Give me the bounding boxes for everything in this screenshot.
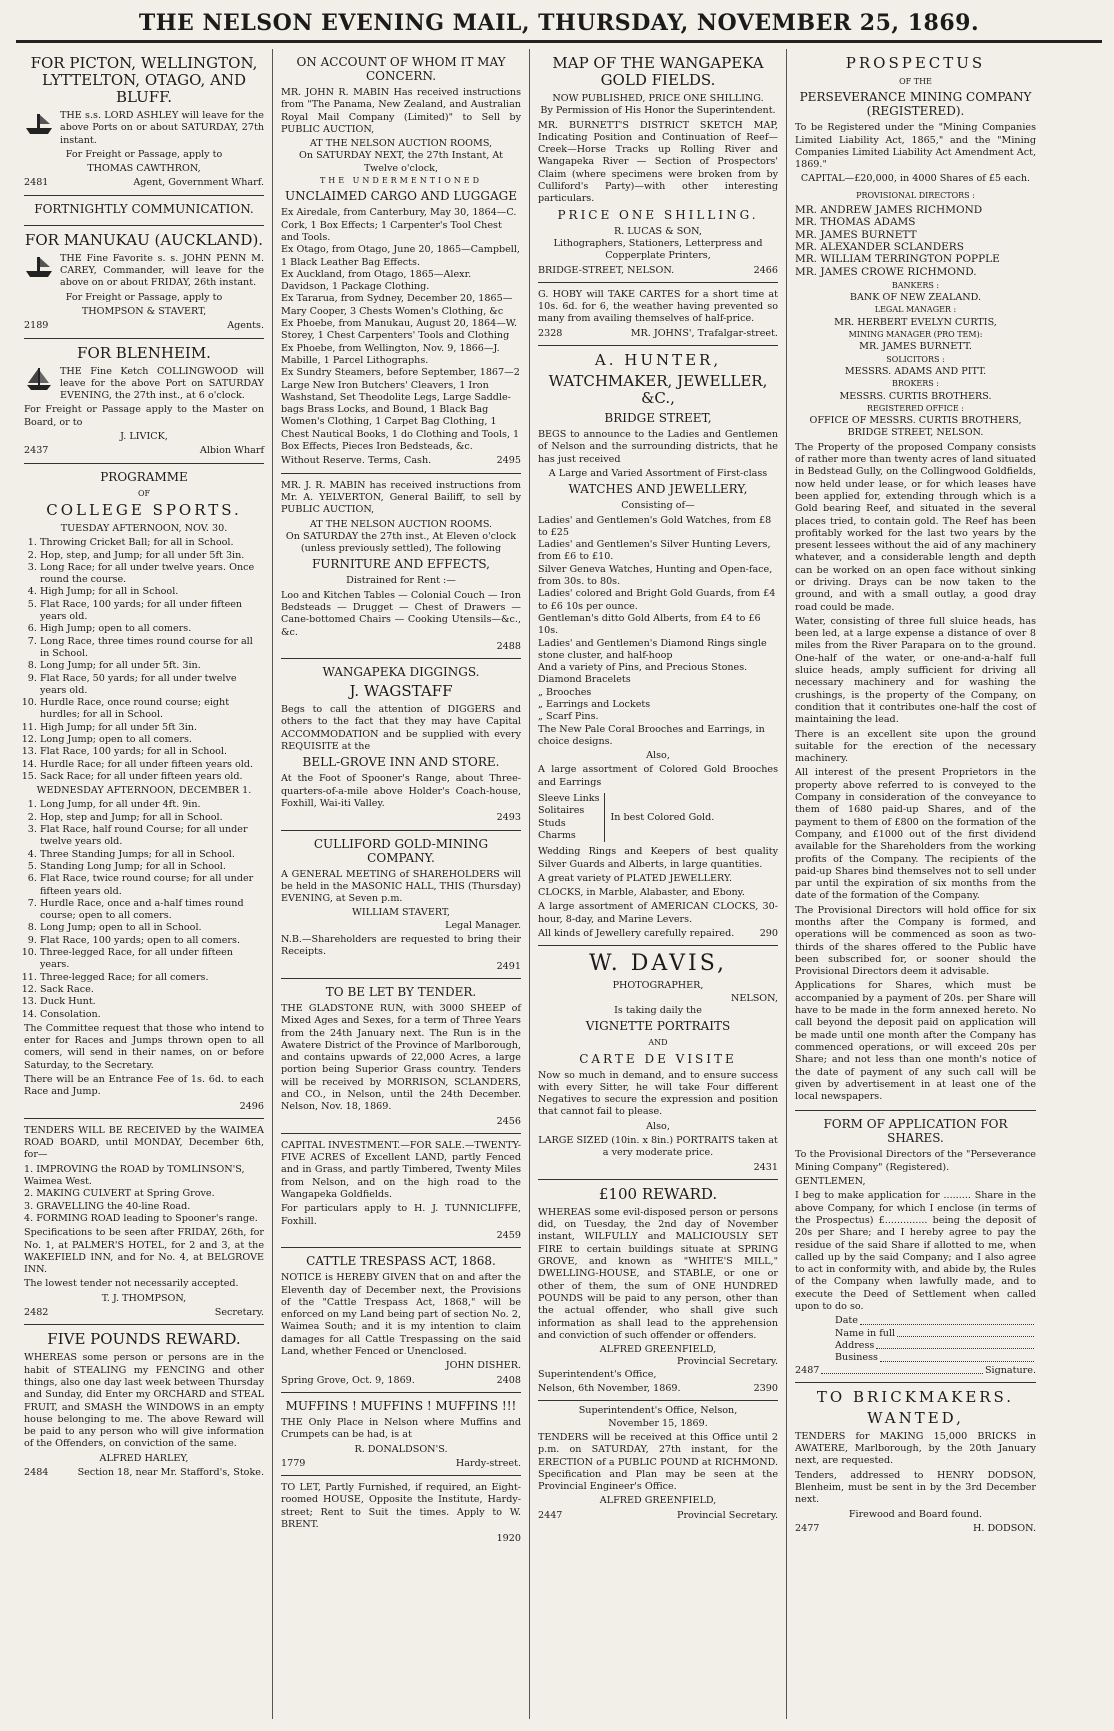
ad-title: J. WAGSTAFF [349,682,453,701]
event-item: 1. Throwing Cricket Ball; for all in School. [40,537,264,549]
ad-prospectus [795,49,1036,1111]
ad-text: Also, [646,750,670,762]
masthead: THE NELSON EVENING MAIL, THURSDAY, NOVEMBER 25, 1869. [16,10,1102,43]
ad-text: CAPITAL—£20,000, in 4000 Shares of £5 each. [800,173,1031,185]
form-field-label: Address [835,1339,875,1351]
ad-text: BRIDGE-STREET, NELSON. [538,264,675,276]
form-field-blank[interactable] [876,1340,1034,1349]
ad-text: Distrained for Rent :— [346,575,456,587]
ad-body: CLOCKS, in Marble, Alabaster, and Ebony. [538,887,745,899]
ad-agent-title: Agent, Government Wharf. [133,177,264,189]
ad-title: BELL-GROVE INN AND STORE. [302,755,500,770]
ad-number: 2189 [24,320,49,332]
ad-fortnightly [24,196,264,226]
form-field-label: Name in full [835,1327,896,1339]
ad-body: THE Fine Ketch COLLINGWOOD will leave for the above Port on SATURDAY EVENING, the 27th inst., at 6 o'clock. [60,365,264,402]
ad-body: MR. BURNETT'S DISTRICT SKETCH MAP, Indicating Position and Continuation of Reef—Creek—Horse Tracks up Rolling River and Wangapeka River — Section of Prospectors' Claim (where specimens were broken from by Culliford's Party)—with other interesting particulars. [538,119,778,205]
ad-hunter-jeweller [538,346,778,946]
ad-picton [24,49,264,196]
steamship-icon [24,110,54,136]
prospectus-paragraph: All interest of the present Proprietors in the property above referred to is conveyed to the Company in consideration of the conveyance to them of 1680 paid-up Shares, and of the payment to them of £800 on the formation of the Company, and £1000 out of the first dividend available for the Shareholders from the working profits of the Company. The recipients of the paid-up Shares bind themselves not to sell under par until the expiration of six months from the date of the formation of the Company. [795,767,1036,902]
cargo-item: Ex Sundry Steamers, before September, 1867—2 Large New Iron Butchers' Cleavers, 1 Iron Washstand, Set Theodolite Legs, Large Saddle-bags Brass Locks, and Bound, 1 Black Bag Women's Clothing, 1 Carpet Bag Clothing, 1 Chest Nautical Books, 1 do Clothing and Tools, 1 Box Effects, Pieces Iron Bedsteads, &c. [281,367,520,453]
ad-text: For Freight or Passage, apply to [65,148,223,160]
ad-text: For Freight or Passage, apply to [65,291,223,303]
ad-text: Nelson, 6th November, 1869. [538,1383,681,1395]
ad-heading: TO BE LET BY TENDER. [325,984,477,999]
ad-body: Begs to call the attention of DIGGERS and others to the fact that they may have Capital ACCOMMODATION and be supplied with every REQUISITE at the [281,704,521,753]
ad-body: Wedding Rings and Keepers of best quality Silver Guards and Alberts, in large quantities. [538,846,778,870]
ad-number: 2328 [538,327,563,339]
ad-body: The Committee request that those who intend to enter for Races and Jumps thrown open to all comers, will send in their names, on or before Saturday, to the Secretary. [24,1022,264,1071]
ad-body: TO LET, Partly Furnished, if required, an Eight-roomed HOUSE, Opposite the Institute, Hardy-street; Rent to Suit the times. Apply to W. BRENT. [281,1482,521,1531]
ad-body: To the Provisional Directors of the "Perseverance Mining Company" (Registered). [795,1149,1036,1173]
director-name: MR. WILLIAM TERRINGTON POPPLE [795,253,1000,266]
ad-text: For Freight or Passage apply to the Master on Board, or to [24,404,264,428]
ad-signer-title: Provincial Secretary. [676,1356,778,1368]
cargo-list [281,207,521,453]
cargo-item: Ex Tararua, from Sydney, December 20, 1865—Mary Cooper, 3 Chests Women's Clothing, &c [281,293,513,317]
ad-text: A Large and Varied Assortment of First-class [548,467,768,479]
ad-body: MR. J. R. MABIN has received instructions from Mr. A. YELVERTON, General Bailiff, to sell by PUBLIC AUCTION, [281,479,521,516]
ad-number: 2431 [753,1161,778,1173]
ad-public-pound [538,1401,778,1527]
ad-body: Now so much in demand, and to ensure success with every Sitter, he will take Four different Negatives to secure the expression and position that cannot fail to please. [538,1069,778,1118]
event-item: 11. High Jump; for all under 5ft 3in. [40,722,264,734]
ad-signer-title: Provincial Secretary. [676,1509,778,1521]
prospectus-paragraph: Applications for Shares, which must be accompanied by a payment of 20s. per Share will have to be made in the form annexed hereto. No call beyond the deposit paid on application will be made until one month after the Company has commenced operations, or will exceed 20s per Share; and not less than one month's notice of the date of payment of any such call will be given by advertisement in at least one of the local newspapers. [795,980,1036,1103]
ad-text: Without Reserve. Terms, Cash. [281,455,432,467]
event-item: 8. Long Jump; open to all in School. [40,922,264,934]
ad-text: BRIDGE STREET, NELSON. [847,427,984,439]
ad-number: 2456 [496,1115,521,1127]
event-item: 2. Hop, step and Jump; for all in School. [40,812,264,824]
ad-text: OFFICE OF MESSRS. CURTIS BROTHERS, [809,415,1022,427]
ad-heading: FORM OF APPLICATION FOR SHARES. [823,1117,1008,1146]
ad-heading: TO BRICKMAKERS. [816,1387,1015,1406]
ad-tenders-waimea [24,1119,264,1325]
event-item: 11. Three-legged Race; for all comers. [40,972,264,984]
ad-text: OF [137,488,151,498]
ad-heading: ON ACCOUNT OF WHOM IT MAY CONCERN. [296,55,506,83]
event-item: 14. Consolation. [40,1009,264,1021]
director-name: MR. ANDREW JAMES RICHMOND [795,204,983,217]
director-name: MR. THOMAS ADAMS [795,216,916,229]
ad-title: PRICE ONE SHILLING. [557,207,759,222]
ad-body: Loo and Kitchen Tables — Colonial Couch — Iron Bedsteads — Drugget — Chest of Drawers — Cane-bottomed Chairs — Cooking Utensils—&c., &c. [281,589,521,638]
form-field-blank[interactable] [860,1315,1034,1324]
event-item: 3. Flat Race, half round Course; for all under twelve years old. [40,824,264,849]
ad-five-pounds-reward [24,1325,264,1484]
ad-text: MESSRS. CURTIS BROTHERS. [839,390,992,402]
ad-text: Is taking daily the [614,1004,702,1016]
ad-agent: THOMPSON & STAVERT, [81,305,207,317]
ad-text: Hardy-street. [455,1457,521,1469]
form-field-blank[interactable] [897,1328,1034,1337]
ad-subhead: BANKERS : [891,280,940,290]
ad-heading: FOR BLENHEIM. [77,343,211,362]
event-item: 3. Long Race; for all under twelve years. Once round the course. [40,562,264,587]
ad-number: 2459 [496,1229,521,1241]
form-field-blank[interactable] [880,1352,1034,1361]
ad-text: AT THE NELSON AUCTION ROOMS, [309,138,493,150]
jewellery-item: „ Brooches [538,686,592,698]
tender-item: 3. GRAVELLING the 40-line Road. [24,1200,191,1212]
ad-heading: FORTNIGHTLY COMMUNICATION. [34,201,254,216]
ad-body: LARGE SIZED (10in. x 8in.) PORTRAITS taken at a very moderate price. [538,1135,778,1159]
ad-text: NOW PUBLISHED, PRICE ONE SHILLING. [552,93,764,104]
ad-furniture-auction [281,474,521,660]
ad-capital-investment [281,1134,521,1248]
ad-heading: £100 REWARD. [598,1184,718,1203]
ad-text: NELSON, [730,992,778,1004]
ad-text: Superintendent's Office, [538,1368,657,1380]
form-field-row [795,1328,1036,1340]
ad-signer: H. DODSON. [973,1522,1036,1534]
ad-body: At the Foot of Spooner's Range, about Three-quarters-of-a-mile above Holder's Coach-house, Foxhill, Wai-iti Valley. [281,773,521,809]
ad-number: 2488 [496,640,521,652]
ad-signer: ALFRED HARLEY, [99,1452,189,1464]
gold-group-item: Sleeve Links [538,793,600,805]
ad-number: 2390 [753,1383,778,1395]
ad-heading: WANGAPEKA DIGGINGS. [322,665,480,680]
ad-signer: ALFRED GREENFIELD, [599,1344,717,1356]
ad-heading: WATCHMAKER, JEWELLER, &C., [548,372,768,408]
ad-map-wangapeka [538,49,778,283]
ad-number: 1779 [281,1457,306,1469]
gold-group-item: Studs [538,817,566,829]
ad-body: TENDERS will be received at this Office until 2 p.m. on SATURDAY, 27th instant, for the ERECTION of a PUBLIC POUND at RICHMOND. Specification and Plan may be seen at the Provincial Engineer's Office. [538,1431,778,1493]
ad-number: 2477 [795,1522,820,1534]
jewellery-item: Gentleman's ditto Gold Alberts, from £4 to £6 10s. [538,612,761,637]
form-field-label: Business [835,1352,878,1364]
ad-body: A great variety of PLATED JEWELLERY. [538,872,733,884]
column-2 [273,49,530,1719]
ad-title: W. DAVIS, [588,951,728,977]
ad-number: 2447 [538,1509,563,1521]
ad-heading: CATTLE TRESPASS ACT, 1868. [306,1254,496,1269]
jewellery-item: The New Pale Coral Brooches and Earrings, in choice designs. [538,723,765,747]
ad-body: I beg to make application for ......... Share in the above Company, for which I enclose (in terms of the Prospectus) £.............. being the deposit of 20s per Share; and I hereby agree to pay the residue of the said Share if allotted to me, when called up by the said Company; and I also agree to act in conformity with, and abide by, the Rules of the Company when lawfully made, and to execute the Deed of Settlement when called upon to do so. [795,1190,1036,1313]
ad-heading: FOR PICTON, WELLINGTON, LYTTELTON, OTAGO, AND BLUFF. [30,54,258,106]
ad-agent: J. LIVICK, [120,431,168,443]
ad-signer-title: Section 18, near Mr. Stafford's, Stoke. [77,1467,264,1479]
ad-signer-title: Legal Manager. [445,919,521,931]
ad-subhead: PROVISIONAL DIRECTORS : [856,190,975,200]
ad-body: The lowest tender not necessarily accepted. [24,1278,239,1290]
ad-agent-title: Agents. [227,320,264,332]
ad-text: Also, [646,1120,670,1132]
cargo-item: Ex Phoebe, from Manukau, August 20, 1864—W. Storey, 1 Chest Carpenters' Tools and Clothing [281,318,518,342]
ad-heading: CULLIFORD GOLD-MINING COMPANY. [313,836,489,865]
ad-body: TENDERS WILL BE RECEIVED by the WAIMEA ROAD BOARD, until MONDAY, December 6th, for— [24,1124,264,1161]
ad-signer: WILLIAM STAVERT, [352,907,450,919]
event-item: 12. Sack Race. [40,984,264,996]
form-field-row [795,1352,1036,1364]
ad-body: Specifications to be seen after FRIDAY, 26th, for No. 1, at PALMER'S HOTEL, for 2 and 3, at the WAKEFIELD INN, and for No. 4, at BELGROVE INN. [24,1227,264,1276]
ad-body: G. HOBY will TAKE CARTES for a short time at 10s. 6d. for 6, the weather having prevented so many from availing themselves of half-price. [538,288,778,325]
ad-number: 2487 [795,1364,820,1376]
ad-text: THE UNDERMENTIONED [319,176,483,186]
ad-number: 2484 [24,1467,49,1479]
ad-hundred-pounds-reward [538,1180,778,1401]
ad-application-form [795,1111,1036,1382]
ad-text: Superintendent's Office, Nelson, [578,1405,738,1417]
tender-item: 4. FORMING ROAD leading to Spooner's range. [24,1212,258,1224]
ad-body: A large assortment of AMERICAN CLOCKS, 30-hour, 8-day, and Marine Levers. [538,901,778,925]
ad-heading: BRIDGE STREET, [604,411,712,426]
director-name: MR. JAMES CROWE RICHMOND. [795,265,977,278]
jewellery-item: Diamond Bracelets [538,674,631,686]
ad-number: 2481 [24,177,49,189]
ad-subhead: SOLICITORS : [886,354,945,364]
ad-body: THE s.s. LORD ASHLEY will leave for the above Ports on or about SATURDAY, 27th instant. [60,110,264,146]
column-3 [530,49,787,1719]
prospectus-paragraph: The Property of the proposed Company consists of rather more than twenty acres of land situated in Bedstead Gully, on the Collingwood Goldfields, now held under lease, or for which leases have been applied for, extending through which is a Gold bearing Reef, and situated in the several places tried, to contain gold. The Reef has been profitably worked for the last two years by the present lessees without the aid of any machinery whatever, and a considerable length and depth can be worked on an open face without sinking or driving. Drays can be now taken to the ground, and with a small outlay, a good dray road could be made. [795,441,1036,613]
tender-list [24,1164,264,1225]
event-item: 8. Long Jump; for all under 5ft. 3in. [40,660,264,672]
event-item: 5. Flat Race, 100 yards; for all under fifteen years old. [40,599,264,624]
ad-title: A. HUNTER, [594,351,722,370]
form-field-row [795,1315,1036,1327]
ad-text: R. DONALDSON'S. [354,1443,448,1455]
event-item: 6. Flat Race, twice round course; for all under fifteen years old. [40,873,264,898]
ad-agent: THOMAS CAWTHRON, [87,163,201,175]
cargo-item: Ex Phoebe, from Wellington, Nov. 9, 1866—J. Mabille, 1 Parcel Lithographs. [281,342,500,366]
ad-to-let [281,1476,521,1550]
ad-subhead: MINING MANAGER (PRO TEM): [848,330,983,340]
event-list-day1 [24,537,264,783]
ad-number: 2408 [496,1374,521,1386]
ad-body: Tenders, addressed to HENRY DODSON, Blenheim, must be sent in by the 3rd December next. [795,1469,1036,1506]
ad-body: MR. JOHN R. MABIN Has received instructions from "The Panama, New Zealand, and Australian Royal Mail Company (Limited)" to Sell by PUBLIC AUCTION, [281,87,521,135]
ad-number: 1920 [496,1533,521,1545]
ad-davis-photographer [538,946,778,1180]
ad-number: 2495 [496,455,521,467]
event-item: 1. Long Jump, for all under 4ft. 9in. [40,799,264,811]
ad-text: On SATURDAY the 27th inst., At Eleven o'clock (unless previously settled), The following [285,530,517,555]
ad-text: Consisting of— [621,500,695,512]
sailing-ship-icon [24,366,54,392]
event-item: 10. Three-legged Race, for all under fifteen years. [40,947,264,972]
event-item: 9. Flat Race, 50 yards; for all under twelve years old. [40,673,264,698]
prospectus-paragraph: There is an excellent site upon the ground suitable for the erection of the necessary machinery. [795,728,1036,765]
ad-text: By Permission of His Honor the Superintendent. [540,105,776,117]
ad-heading: PROSPECTUS [845,54,986,72]
ad-wangapeka-diggings [281,659,521,830]
cargo-item: Ex Auckland, from Otago, 1865—Alexr. Davidson, 1 Package Clothing. [281,268,472,293]
event-item: 4. Three Standing Jumps; for all in School. [40,849,264,861]
ad-heading: MUFFINS ! MUFFINS ! MUFFINS !!! [285,1398,517,1413]
ad-title: FURNITURE AND EFFECTS, [311,557,490,572]
ad-heading: PROGRAMME [100,469,188,484]
ad-hoby-cartes [538,283,778,346]
ad-body: N.B.—Shareholders are requested to bring their Receipts. [281,934,521,958]
cargo-item: Ex Airedale, from Canterbury, May 30, 1864—C. Cork, 1 Box Effects; 1 Carpenter's Tool Chest and Tools. [281,207,517,243]
ad-body: There will be an Entrance Fee of 1s. 6d. to each Race and Jump. [24,1074,264,1098]
director-name: MR. JAMES BURNETT [795,228,917,241]
event-item: 7. Hurdle Race, once and a-half times round course; open to all comers. [40,898,264,923]
ad-subhead: REGISTERED OFFICE : [867,403,964,413]
ad-text: AT THE NELSON AUCTION ROOMS. [309,518,493,530]
ad-body: CAPITAL INVESTMENT.—FOR SALE.—TWENTY-FIVE ACRES of Excellent LAND, partly Fenced and in Grass, and partly Timbered, Twenty Miles from Nelson, and on the high road to the Wangapeka Goldfields. [281,1139,521,1201]
ad-body: THE GLADSTONE RUN, with 3000 SHEEP of Mixed Ages and Sexes, for a term of Three Years from the 24th January next. The Run is in the Awatere District of the Province of Marlborough, and contains upwards of 22,000 Acres, a large portion being Superior Grass country. Tenders will be received by MORRISON, SCLANDERS, and CO., in Nelson, until the 24th December. Nelson, Nov. 18, 1869. [281,1002,521,1113]
jewellery-item: Ladies' and Gentlemen's Silver Hunting Levers, from £6 to £10. [538,539,771,563]
ad-day: TUESDAY AFTERNOON, NOV. 30. [60,522,228,534]
event-item: 10. Hurdle Race, once round course; eight hurdles; for all in School. [40,697,264,722]
event-item: 7. Long Race, three times round course for all in School. [40,636,264,661]
event-item: 4. High Jump; for all in School. [40,586,264,598]
event-item: 14. Hurdle Race; for all under fifteen years old. [40,759,264,771]
ad-text: BANK OF NEW ZEALAND. [849,292,982,304]
ad-signer-title: Secretary. [214,1307,264,1319]
ad-let-by-tender [281,979,521,1134]
jewellery-item: Ladies' and Gentlemen's Diamond Rings single stone cluster, and half-hoop [538,637,767,661]
ad-number: 290 [759,928,778,940]
ad-body: To be Registered under the "Mining Companies Limited Liability Act, 1865," and the "Mining Companies Limited Liability Act Amendment Act, 1869." [795,122,1036,171]
ad-title: WANTED, [867,1408,964,1427]
ad-number: 2482 [24,1307,49,1319]
ad-culliford [281,831,521,979]
ad-text: MR. JOHNS', Trafalgar-street. [630,327,778,339]
ad-text: OF THE [899,77,932,86]
ad-body: BEGS to announce to the Ladies and Gentlemen of Nelson and the surrounding districts, that he has just received [538,429,778,465]
ad-title: PERSEVERANCE MINING COMPANY (REGISTERED). [799,90,1032,119]
form-field-label: Date [835,1315,858,1327]
ad-text: Firewood and Board found. [848,1508,983,1520]
prospectus-paragraphs [795,442,1036,1104]
jewellery-item: „ Scarf Pins. [538,711,599,723]
ad-body: TENDERS for MAKING 15,000 BRICKS in AWATERE, Marlborough, by the 20th January next, are requested. [795,1430,1036,1467]
ad-number: 2496 [239,1100,264,1112]
jewellery-item: And a variety of Pins, and Precious Stones. [538,662,748,674]
ad-text: PHOTOGRAPHER, [612,980,704,992]
prospectus-paragraph: Water, consisting of three full sluice heads, has been led, at a large expense a distance of over 8 miles from the River Parapara on to the ground. One-half of the water, or one-and-a-half full sluice heads, amply sufficient for driving all necessary machinery and for washing the crushings, is the property of the Company, on condition that it contributes one-half the cost of maintaining the lead. [795,615,1036,726]
ad-body: NOTICE is HEREBY GIVEN that on and after the Eleventh day of December next, the Provisions of the "Cattle Trespass Act, 1868," will be enforced on my Land being part of section No. 2, Waimea South; and it is my intention to claim damages for all Cattle Trespassing on the said Land, whether Fenced or Unenclosed. [281,1272,521,1358]
ad-body: WHEREAS some person or persons are in the habit of STEALING my FENCING and other things, also one day last week between Thursday and Sunday, did Enter my ORCHARD and STEAL FRUIT, and SMASH the WINDOWS in an empty house belonging to me. The above Reward will be paid to any person who will give information of the Offenders, on conviction of the same. [24,1352,264,1450]
jewellery-item: Silver Geneva Watches, Hunting and Open-face, from 30s. to 80s. [538,563,773,588]
ad-heading: FIVE POUNDS REWARD. [47,1330,241,1349]
ad-text: MR. HERBERT EVELYN CURTIS, [834,316,997,328]
tender-item: 2. MAKING CULVERT at Spring Grove. [24,1188,215,1200]
gold-group-item: Charms [538,829,576,841]
signature-label: Signature. [984,1364,1036,1376]
event-item: 15. Sack Race; for all under fifteen years old. [40,771,264,783]
ad-signer: JOHN DISHER. [445,1360,521,1372]
directors-list [795,204,1036,278]
ad-signer: T. J. THOMPSON, [101,1292,187,1304]
ad-subhead: BROKERS : [891,379,940,389]
ad-text: MR. JAMES BURNETT. [859,341,972,353]
ad-text: On SATURDAY NEXT, the 27th Instant, At Twelve o'clock, [299,150,503,174]
ad-text: November 15, 1869. [608,1417,708,1429]
ad-body: A large assortment of Colored Gold Brooches and Earrings [538,764,778,788]
ad-body: For particulars apply to H. J. TUNNICLIFFE, Foxhill. [281,1203,521,1227]
ad-number: 2466 [753,264,778,276]
ad-body: THE Fine Favorite s. s. JOHN PENN M. CAREY, Commander, will leave for the above on or about FRIDAY, 26th instant. [60,252,264,289]
jewellery-list [538,515,778,749]
jewellery-item: Ladies' colored and Bright Gold Guards, from £4 to £6 10s per ounce. [538,588,776,612]
cargo-item: Ex Otago, from Otago, June 20, 1865—Campbell, 1 Black Leather Bag Effects. [281,244,520,268]
ad-text: Lithographers, Stationers, Letterpress and Copperplate Printers, [553,237,763,262]
event-item: 2. Hop, step, and Jump; for all under 5ft 3in. [40,550,264,562]
ad-text: AND [648,1038,668,1048]
ad-text: Spring Grove, Oct. 9, 1869. [281,1374,415,1386]
event-item: 13. Duck Hunt. [40,996,264,1008]
jewellery-item: „ Earrings and Lockets [538,698,651,710]
event-item: 13. Flat Race, 100 yards; for all in School. [40,746,264,758]
ad-blenheim [24,339,264,464]
ad-agent-title: Albion Wharf [199,445,264,457]
ad-title: WATCHES AND JEWELLERY, [568,482,748,497]
ad-text: GENTLEMEN, [795,1176,866,1188]
ad-body: THE Only Place in Nelson where Muffins and Crumpets can be had, is at [281,1416,521,1441]
ad-text: All kinds of Jewellery carefully repaired. [538,928,735,940]
ad-unclaimed-cargo [281,49,521,474]
ad-signer: ALFRED GREENFIELD, [599,1495,717,1507]
director-name: MR. ALEXANDER SCLANDERS [795,240,964,253]
jewellery-item: Ladies' and Gentlemen's Gold Watches, from £8 to £25 [538,514,772,538]
ad-text: MESSRS. ADAMS AND PITT. [844,365,987,377]
prospectus-paragraph: The Provisional Directors will hold office for six months after the Company is formed, and operations will be commenced as soon as two-thirds of the shares offered to the Public have been subscribed for, or sooner should the Provisional Directors deem it advisable. [795,904,1036,978]
gold-group [538,791,778,844]
ad-title: CARTE DE VISITE [579,1051,737,1066]
ad-manukau [24,226,264,339]
column-4 [787,49,1044,1719]
steamship-icon [24,253,54,279]
event-list-day2 [24,799,264,1020]
ad-subhead: LEGAL MANAGER : [874,305,957,315]
ad-body: A GENERAL MEETING of SHAREHOLDERS will be held in the MASONIC HALL, THIS (Thursday) EVENING, at Seven p.m. [281,868,521,905]
tender-item: 1. IMPROVING the ROAD by TOMLINSON'S, Waimea West. [24,1163,245,1188]
ad-brickmakers [795,1383,1036,1540]
ad-cattle-trespass [281,1248,521,1393]
ad-text: R. LUCAS & SON, [613,225,702,237]
ad-number: 2493 [496,812,521,824]
ad-number: 2491 [496,960,521,972]
event-item: 5. Standing Long Jump; for all in School. [40,861,264,873]
event-item: 6. High Jump; open to all comers. [40,623,264,635]
ad-college-sports [24,464,264,1119]
ad-number: 2437 [24,445,49,457]
ad-heading: FOR MANUKAU (AUCKLAND). [24,230,264,249]
column-1 [16,49,273,1719]
event-item: 9. Flat Race, 100 yards; open to all comers. [40,935,264,947]
ad-title: UNCLAIMED CARGO AND LUGGAGE [285,189,517,204]
form-fields [795,1315,1036,1364]
gold-group-list [538,793,605,842]
ad-heading: MAP OF THE WANGAPEKA GOLD FIELDS. [552,54,764,89]
ad-body: WHEREAS some evil-disposed person or persons did, on Tuesday, the 2nd day of November instant, WILFULLY and MALICIOUSLY SET FIRE to certain buildings situate at SPRING GROVE, and known as "WHITE'S MILL," DWELLING-HOUSE, and STABLE, or one or other of them, the sum of ONE HUNDRED POUNDS will be paid to any person, other than the actual offender, who shall give such information as shall lead to the apprehension and conviction of such offender or offenders. [538,1206,778,1341]
ad-title: VIGNETTE PORTRAITS [585,1019,731,1034]
gold-group-label: In best Colored Gold. [610,811,715,823]
ad-title: COLLEGE SPORTS. [46,500,242,519]
form-field-row [795,1340,1036,1352]
ad-day: WEDNESDAY AFTERNOON, DECEMBER 1. [36,785,252,797]
event-item: 12. Long Jump; open to all comers. [40,734,264,746]
ad-muffins [281,1393,521,1476]
gold-group-item: Solitaires [538,805,585,817]
